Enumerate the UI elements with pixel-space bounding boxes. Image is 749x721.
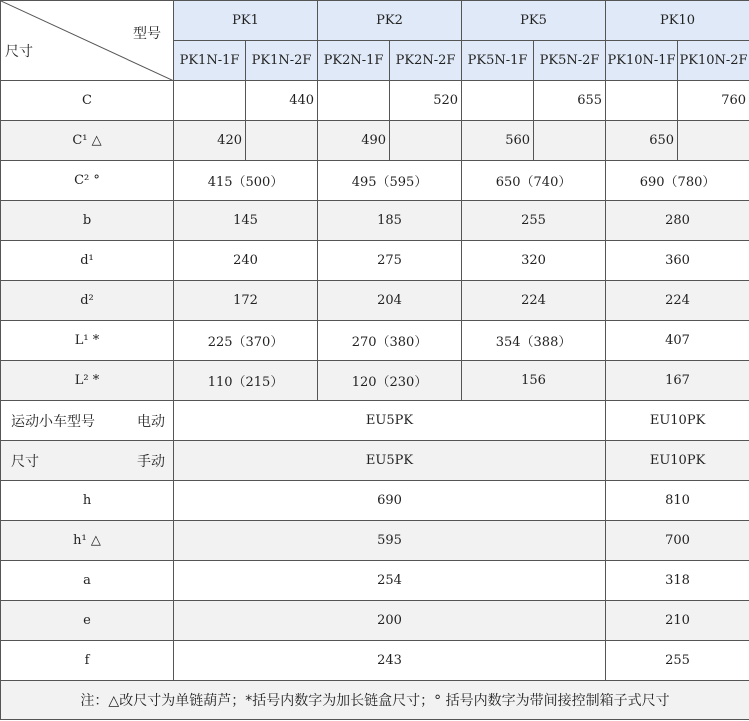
table-cell: 690（780） — [606, 161, 749, 201]
table-row-h1 — [1, 521, 749, 561]
row-label: C — [1, 81, 174, 121]
group-header-pk10: PK10 — [606, 1, 749, 41]
table-cell: 255 — [606, 641, 749, 681]
trolley-label-manual — [1, 441, 174, 481]
table-row-trolley-manual — [1, 441, 749, 481]
table-cell: 225（370） — [174, 321, 318, 361]
row-label: e — [1, 601, 174, 641]
table-cell: 204 — [318, 281, 462, 321]
group-header-pk1: PK1 — [174, 1, 318, 41]
table-cell: 700 — [606, 521, 749, 561]
row-label: a — [1, 561, 174, 601]
empty-cell — [606, 81, 678, 121]
trolley-electric-label: 电动 — [137, 413, 165, 430]
table-row-c2 — [1, 161, 749, 201]
table-row-f — [1, 641, 749, 681]
trolley-manual-label: 手动 — [137, 453, 165, 470]
table-cell: 185 — [318, 201, 462, 241]
row-label: h¹ △ — [1, 521, 174, 561]
table-cell: 810 — [606, 481, 749, 521]
table-cell: 420 — [174, 121, 246, 161]
table-cell: EU10PK — [606, 441, 749, 481]
table-cell: EU5PK — [174, 401, 606, 441]
empty-cell — [678, 121, 749, 161]
row-label: h — [1, 481, 174, 521]
table-cell: 243 — [174, 641, 606, 681]
trolley-model-label: 运动小车型号 — [11, 413, 95, 430]
submodel-header: PK5N-1F — [462, 41, 534, 81]
table-cell: 156 — [462, 361, 606, 401]
footnote-row — [1, 681, 749, 720]
table-cell: 655 — [534, 81, 606, 121]
group-header-pk2: PK2 — [318, 1, 462, 41]
footnote-text: 注：△改尺寸为单链葫芦；*括号内数字为加长链盒尺寸；° 括号内数字为带间接控制箱子式尺寸 — [1, 681, 749, 720]
trolley-label-electric — [1, 401, 174, 441]
corner-header — [1, 1, 174, 81]
table-cell: 440 — [246, 81, 318, 121]
table-row-c1 — [1, 121, 749, 161]
empty-cell — [318, 81, 390, 121]
table-cell: 172 — [174, 281, 318, 321]
table-cell: 650 — [606, 121, 678, 161]
table-cell: 200 — [174, 601, 606, 641]
table-row-trolley-electric — [1, 401, 749, 441]
table-cell: 240 — [174, 241, 318, 281]
row-label: L¹ * — [1, 321, 174, 361]
table-cell: 415（500） — [174, 161, 318, 201]
table-cell: 690 — [174, 481, 606, 521]
empty-cell — [174, 81, 246, 121]
table-cell: 760 — [678, 81, 749, 121]
table-cell: 254 — [174, 561, 606, 601]
table-cell: 490 — [318, 121, 390, 161]
table-cell: 320 — [462, 241, 606, 281]
row-label: b — [1, 201, 174, 241]
table-cell: 110（215） — [174, 361, 318, 401]
submodel-header: PK1N-1F — [174, 41, 246, 81]
row-label: C² ° — [1, 161, 174, 201]
table-cell: 495（595） — [318, 161, 462, 201]
row-label: d² — [1, 281, 174, 321]
empty-cell — [246, 121, 318, 161]
table-cell: 270（380） — [318, 321, 462, 361]
table-cell: 407 — [606, 321, 749, 361]
row-label: f — [1, 641, 174, 681]
table-cell: 280 — [606, 201, 749, 241]
table-row-l2 — [1, 361, 749, 401]
empty-cell — [390, 121, 462, 161]
table-cell: 520 — [390, 81, 462, 121]
table-cell: 224 — [606, 281, 749, 321]
table-row-d2 — [1, 281, 749, 321]
submodel-header: PK5N-2F — [534, 41, 606, 81]
row-label: d¹ — [1, 241, 174, 281]
row-label: L² * — [1, 361, 174, 401]
table-row-l1 — [1, 321, 749, 361]
group-header-pk5: PK5 — [462, 1, 606, 41]
table-cell: 318 — [606, 561, 749, 601]
submodel-header: PK2N-1F — [318, 41, 390, 81]
corner-model-label: 型号 — [133, 26, 161, 42]
table-row-h — [1, 481, 749, 521]
table-row-a — [1, 561, 749, 601]
table-cell: 595 — [174, 521, 606, 561]
table-cell: 210 — [606, 601, 749, 641]
table-row-c — [1, 81, 749, 121]
empty-cell — [534, 121, 606, 161]
trolley-dimension-label: 尺寸 — [11, 453, 39, 470]
table-cell: 167 — [606, 361, 749, 401]
table-row-e — [1, 601, 749, 641]
table-cell: 360 — [606, 241, 749, 281]
table-cell: 255 — [462, 201, 606, 241]
submodel-header: PK10N-2F — [678, 41, 749, 81]
submodel-header: PK1N-2F — [246, 41, 318, 81]
submodel-header: PK10N-1F — [606, 41, 678, 81]
corner-dimension-label: 尺寸 — [5, 44, 33, 60]
table-cell: 650（740） — [462, 161, 606, 201]
table-cell: EU5PK — [174, 441, 606, 481]
table-cell: 275 — [318, 241, 462, 281]
table-cell: 145 — [174, 201, 318, 241]
table-row-b — [1, 201, 749, 241]
empty-cell — [462, 81, 534, 121]
header-row-models — [1, 1, 749, 41]
table-cell: EU10PK — [606, 401, 749, 441]
submodel-header: PK2N-2F — [390, 41, 462, 81]
table-cell: 224 — [462, 281, 606, 321]
table-cell: 560 — [462, 121, 534, 161]
table-cell: 120（230） — [318, 361, 462, 401]
row-label: C¹ △ — [1, 121, 174, 161]
table-row-d1 — [1, 241, 749, 281]
table-cell: 354（388） — [462, 321, 606, 361]
